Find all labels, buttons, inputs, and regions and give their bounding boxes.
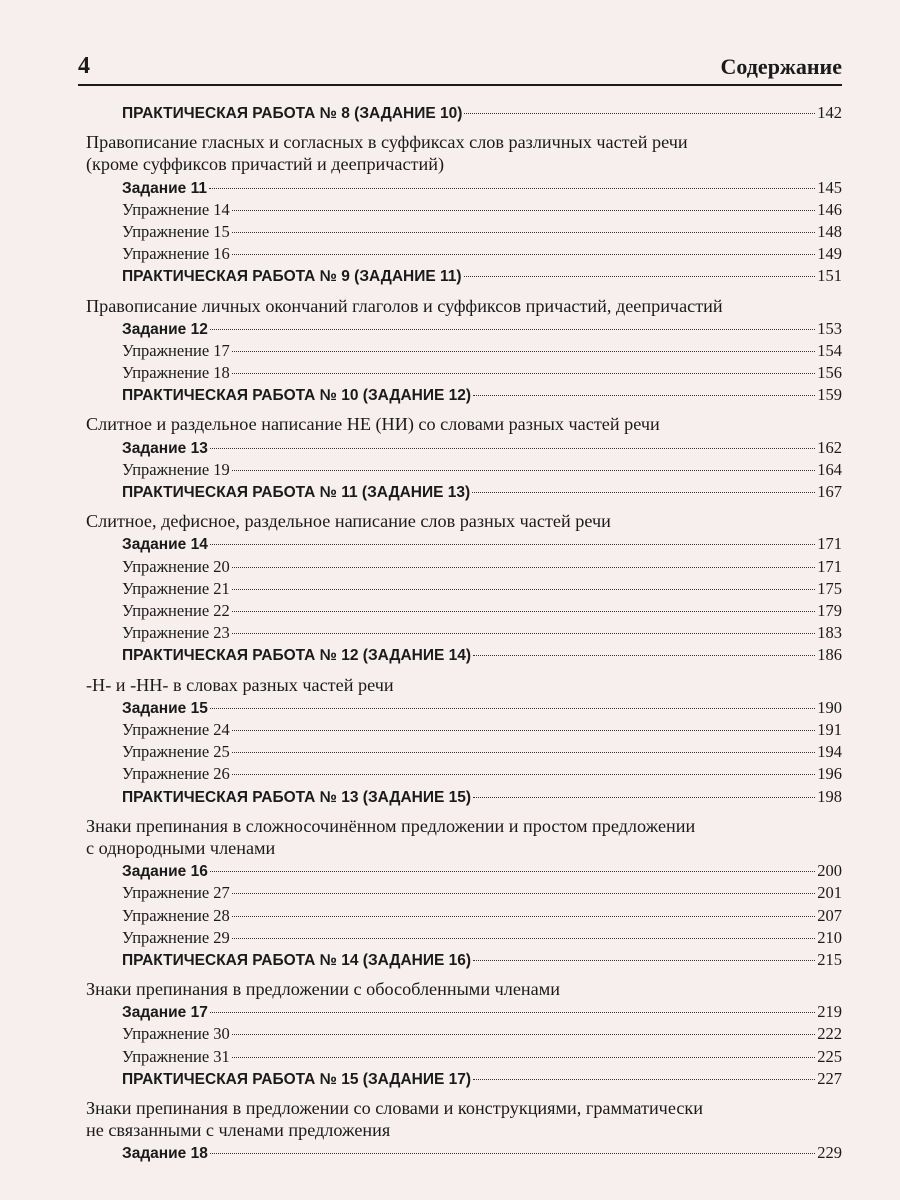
toc-entry-practical[interactable]: [86, 384, 842, 406]
toc-leader-dots: [232, 470, 815, 471]
toc-page-number: 153: [817, 318, 842, 338]
toc-page-number: 225: [817, 1046, 842, 1066]
toc-leader-dots: [473, 1079, 815, 1080]
toc-entry-exercise[interactable]: [86, 882, 842, 904]
table-of-contents: [86, 102, 842, 1165]
toc-entry-label: Упражнение 29: [122, 927, 230, 947]
toc-leader-dots: [464, 276, 816, 277]
toc-section-heading: [86, 1097, 842, 1141]
toc-entry-practical[interactable]: [86, 1068, 842, 1090]
toc-entry-exercise[interactable]: [86, 340, 842, 362]
toc-entry-exercise[interactable]: [86, 622, 842, 644]
toc-section-heading: [86, 978, 842, 1000]
toc-page-number: 175: [817, 578, 842, 598]
toc-section-heading: [86, 131, 842, 175]
toc-page-number: 207: [817, 905, 842, 925]
toc-leader-dots: [232, 351, 815, 352]
toc-page-number: 183: [817, 623, 842, 643]
toc-entry-label: Упражнение 24: [122, 719, 230, 739]
toc-entry-label: ПРАКТИЧЕСКАЯ РАБОТА № 11 (ЗАДАНИЕ 13): [122, 484, 471, 502]
toc-page-number: 171: [817, 534, 842, 554]
toc-leader-dots: [232, 1057, 815, 1058]
toc-page-number: 201: [817, 883, 842, 903]
toc-leader-dots: [232, 567, 815, 568]
toc-entry-exercise[interactable]: [86, 1046, 842, 1068]
toc-page-number: 154: [817, 340, 842, 360]
toc-page-number: 171: [817, 556, 842, 576]
toc-entry-label: Упражнение 18: [122, 363, 230, 383]
toc-entry-label: Упражнение 25: [122, 742, 230, 762]
toc-leader-dots: [232, 774, 815, 775]
toc-entry-label: Упражнение 30: [122, 1024, 230, 1044]
toc-leader-dots: [210, 448, 815, 449]
toc-entry-label: Задание 16: [122, 863, 208, 881]
toc-entry-label: Задание 13: [122, 439, 208, 457]
toc-leader-dots: [473, 960, 815, 961]
toc-leader-dots: [210, 871, 815, 872]
toc-section-heading-line: Слитное, дефисное, раздельное написание слов разных частей речи: [86, 511, 611, 532]
toc-entry-label: Упражнение 26: [122, 764, 230, 784]
toc-entry-label: Упражнение 21: [122, 578, 230, 598]
toc-entry-exercise[interactable]: [86, 905, 842, 927]
toc-page-number: 191: [817, 719, 842, 739]
toc-entry-label: ПРАКТИЧЕСКАЯ РАБОТА № 10 (ЗАДАНИЕ 12): [122, 387, 472, 405]
toc-entry-label: Упражнение 17: [122, 340, 230, 360]
toc-leader-dots: [472, 492, 815, 493]
toc-entry-task[interactable]: [86, 860, 842, 882]
toc-leader-dots: [210, 1012, 815, 1013]
toc-entry-practical[interactable]: [86, 481, 842, 503]
toc-section-heading: [86, 674, 842, 696]
toc-leader-dots: [232, 1034, 815, 1035]
toc-entry-label: ПРАКТИЧЕСКАЯ РАБОТА № 13 (ЗАДАНИЕ 15): [122, 788, 472, 806]
toc-section-heading: [86, 413, 842, 435]
toc-page-number: 142: [817, 103, 842, 122]
toc-leader-dots: [210, 708, 815, 709]
toc-page-number: 210: [817, 927, 842, 947]
toc-page-number: 222: [817, 1024, 842, 1044]
toc-entry-exercise[interactable]: [86, 243, 842, 265]
toc-entry-label: ПРАКТИЧЕСКАЯ РАБОТА № 15 (ЗАДАНИЕ 17): [122, 1070, 472, 1088]
toc-page-number: 146: [817, 199, 842, 219]
toc-entry-label: Упражнение 22: [122, 601, 230, 621]
toc-entry-exercise[interactable]: [86, 362, 842, 384]
toc-leader-dots: [232, 752, 815, 753]
toc-leader-dots: [210, 1153, 815, 1154]
toc-page-number: 149: [817, 244, 842, 264]
toc-entry-label: Задание 14: [122, 536, 208, 554]
toc-page-number: 159: [817, 385, 842, 405]
toc-page-number: 156: [817, 363, 842, 383]
toc-page-number: 229: [817, 1143, 842, 1163]
toc-entry-practical[interactable]: [86, 265, 842, 287]
toc-leader-dots: [232, 210, 815, 211]
toc-page-number: 179: [817, 601, 842, 621]
toc-entry-task[interactable]: [86, 1001, 842, 1023]
toc-section-heading-line: Правописание личных окончаний глаголов и суффиксов причастий, деепричастий: [86, 295, 723, 316]
toc-page-number: 200: [817, 861, 842, 881]
toc-page-number: 196: [817, 764, 842, 784]
toc-section-heading-line: Слитное и раздельное написание НЕ (НИ) со словами разных частей речи: [86, 414, 660, 435]
toc-section-heading-line: Правописание гласных и согласных в суффиксах слов различных частей речи: [86, 132, 688, 153]
toc-page-number: 167: [817, 482, 842, 502]
toc-leader-dots: [232, 232, 815, 233]
toc-entry-practical[interactable]: [86, 644, 842, 666]
toc-entry-task[interactable]: [86, 697, 842, 719]
toc-entry-label: Упражнение 23: [122, 623, 230, 643]
toc-page-number: 148: [817, 221, 842, 241]
toc-entry-label: Упражнение 16: [122, 244, 230, 264]
toc-section-heading-line: Знаки препинания в предложении с обособленными членами: [86, 979, 560, 1000]
toc-leader-dots: [232, 893, 815, 894]
toc-section-heading-line: (кроме суффиксов причастий и деепричастий): [86, 154, 445, 175]
toc-page-number: 162: [817, 437, 842, 457]
toc-entry-exercise[interactable]: [86, 221, 842, 243]
toc-entry-label: Упражнение 20: [122, 556, 230, 576]
toc-section-heading-line: -Н- и -НН- в словах разных частей речи: [86, 674, 394, 695]
toc-entry-label: Упражнение 19: [122, 459, 230, 479]
toc-entry-label: ПРАКТИЧЕСКАЯ РАБОТА № 8 (ЗАДАНИЕ 10): [122, 105, 463, 122]
toc-entry-exercise[interactable]: [86, 719, 842, 741]
toc-leader-dots: [232, 916, 815, 917]
toc-leader-dots: [232, 254, 815, 255]
toc-entry-label: Задание 15: [122, 699, 208, 717]
toc-entry-label: Упражнение 28: [122, 905, 230, 925]
toc-page-number: 219: [817, 1002, 842, 1022]
toc-leader-dots: [232, 373, 815, 374]
toc-entry-exercise[interactable]: [86, 1023, 842, 1045]
toc-page-number: 227: [817, 1068, 842, 1088]
toc-entry-label: Упражнение 31: [122, 1046, 230, 1066]
toc-entry-practical[interactable]: [86, 949, 842, 971]
toc-entry-practical[interactable]: [86, 102, 842, 124]
toc-entry-label: Упражнение 14: [122, 199, 230, 219]
toc-entry-label: ПРАКТИЧЕСКАЯ РАБОТА № 9 (ЗАДАНИЕ 11): [122, 268, 462, 286]
toc-page-number: 198: [817, 786, 842, 806]
toc-entry-task[interactable]: [86, 1142, 842, 1164]
toc-section-heading: [86, 295, 842, 317]
toc-entry-label: Упражнение 15: [122, 221, 230, 241]
toc-entry-practical[interactable]: [86, 786, 842, 808]
toc-section-heading: [86, 815, 842, 859]
toc-entry-label: ПРАКТИЧЕСКАЯ РАБОТА № 12 (ЗАДАНИЕ 14): [122, 647, 472, 665]
toc-page-number: 186: [817, 645, 842, 665]
toc-entry-exercise[interactable]: [86, 741, 842, 763]
toc-leader-dots: [209, 188, 815, 189]
toc-leader-dots: [232, 633, 815, 634]
toc-leader-dots: [232, 589, 815, 590]
toc-leader-dots: [232, 730, 815, 731]
toc-leader-dots: [210, 544, 815, 545]
toc-leader-dots: [473, 395, 815, 396]
toc-entry-label: Задание 18: [122, 1145, 208, 1163]
toc-page-number: 215: [817, 949, 842, 969]
toc-leader-dots: [473, 655, 815, 656]
toc-section-heading-line: Знаки препинания в сложносочинённом предложении и простом предложении: [86, 815, 696, 836]
toc-leader-dots: [232, 611, 815, 612]
toc-section-heading-line: Знаки препинания в предложении со словами и конструкциями, грамматически: [86, 1098, 703, 1119]
toc-entry-exercise[interactable]: [86, 578, 842, 600]
toc-entry-exercise[interactable]: [86, 600, 842, 622]
toc-leader-dots: [210, 329, 815, 330]
toc-entry-label: Задание 17: [122, 1004, 208, 1022]
toc-page-number: 164: [817, 459, 842, 479]
toc-entry-exercise[interactable]: [86, 556, 842, 578]
toc-section-heading: [86, 510, 842, 532]
toc-entry-task[interactable]: [86, 437, 842, 459]
toc-leader-dots: [473, 797, 815, 798]
toc-section-heading-line: не связанными с членами предложения: [86, 1120, 391, 1141]
toc-entry-label: ПРАКТИЧЕСКАЯ РАБОТА № 14 (ЗАДАНИЕ 16): [122, 951, 472, 969]
toc-entry-task[interactable]: [86, 318, 842, 340]
page-header: [78, 46, 842, 86]
toc-entry-exercise[interactable]: [86, 927, 842, 949]
toc-entry-label: Задание 12: [122, 320, 208, 338]
toc-entry-exercise[interactable]: [86, 459, 842, 481]
toc-page-number: 190: [817, 697, 842, 717]
toc-entry-task[interactable]: [86, 533, 842, 555]
toc-entry-label: Упражнение 27: [122, 883, 230, 903]
page-number: 4: [78, 53, 90, 79]
toc-leader-dots: [464, 113, 815, 114]
toc-leader-dots: [232, 938, 815, 939]
toc-page-number: 194: [817, 742, 842, 762]
toc-page-number: 145: [817, 177, 842, 197]
page-title: Содержание: [720, 54, 842, 79]
toc-entry-exercise[interactable]: [86, 763, 842, 785]
toc-page-number: 151: [817, 266, 842, 286]
toc-entry-exercise[interactable]: [86, 199, 842, 221]
toc-section-heading-line: с однородными членами: [86, 837, 276, 858]
toc-entry-label: Задание 11: [122, 179, 207, 197]
toc-entry-task[interactable]: [86, 177, 842, 199]
